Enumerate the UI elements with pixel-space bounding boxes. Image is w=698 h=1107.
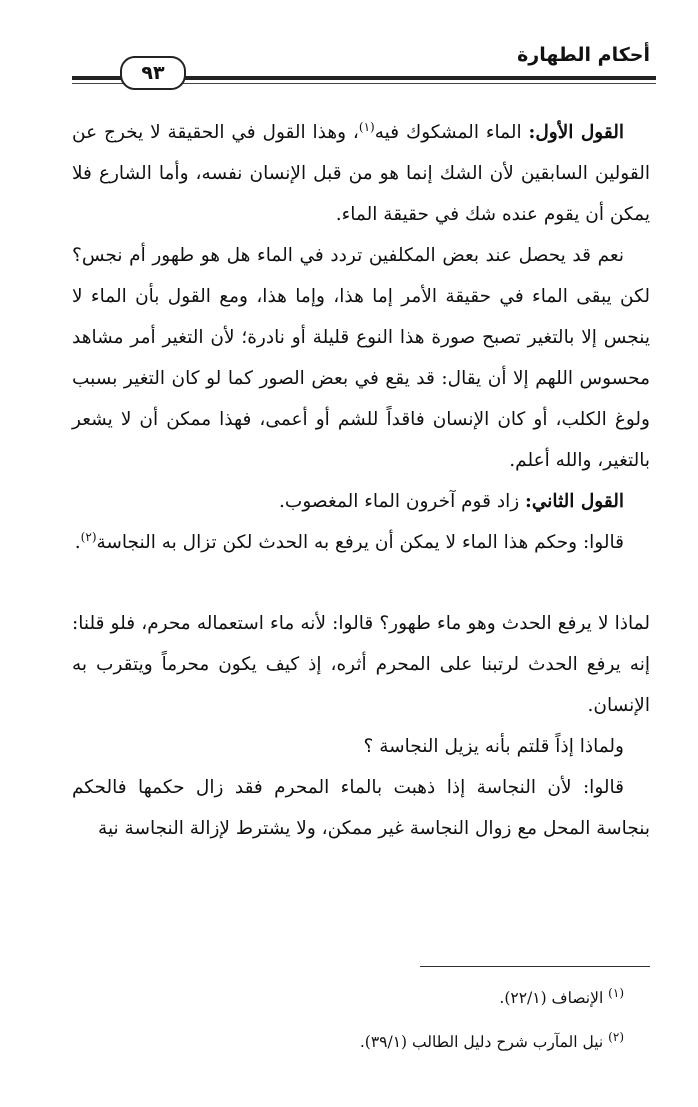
paragraph-gap	[72, 563, 650, 603]
body-text	[72, 112, 650, 849]
paragraph-4-end: .	[74, 532, 81, 553]
book-title: أحكام الطهارة	[517, 44, 650, 66]
paragraph-2: نعم قد يحصل عند بعض المكلفين تردد في الماء هل هو طهور أم نجس؟ لكن يبقى الماء في حقيقة الأمر إما هذا، وإما هذا، ومع القول بأن الماء لا ينجس إلا بالتغير تصبح صورة هذا النوع قليلة أو نادرة؛ لأن التغير أمر مشاهد محسوس اللهم إلا أن يقال: قد يقع في بعض الصور كما لو كان التغير بسبب ولوغ الكلب، أو كان الإنسان فاقداً للشم أو أعمى، فهذا ممكن أن لا يشعر بالتغير، والله أعلم.	[72, 245, 650, 471]
footnote-2-marker: (٢)	[608, 1029, 624, 1044]
paragraph-3	[72, 481, 650, 522]
footnote-2-text: نيل المآرب شرح دليل الطالب (٣٩/١).	[359, 1033, 609, 1051]
paragraph-4-text: قالوا: وحكم هذا الماء لا يمكن أن يرفع به الحدث لكن تزال به النجاسة	[96, 532, 624, 553]
footnote-1	[72, 976, 650, 1020]
footnote-1-marker: (١)	[608, 985, 624, 1000]
paragraph-1	[72, 112, 650, 235]
footnote-ref-1: (١)	[358, 119, 375, 134]
footnote-1-text: الإنصاف (٢٢/١).	[499, 989, 609, 1007]
paragraph-6: ولماذا إذاً قلتم بأنه يزيل النجاسة ؟	[363, 736, 624, 757]
footnote-separator	[420, 966, 650, 967]
footnotes	[72, 976, 650, 1064]
paragraph-1-rest: ، وهذا القول في الحقيقة لا يخرج عن القولين السابقين لأن الشك إنما هو من قبل الإنسان نفسه، وأما الشارع فلا يمكن أن يقوم عنده شك في حقيقة الماء.	[72, 122, 650, 225]
first-opinion-label: القول الأول:	[528, 122, 624, 143]
paragraph-1-text: الماء المشكوك فيه	[374, 122, 529, 143]
paragraph-5: لماذا لا يرفع الحدث وهو ماء طهور؟ قالوا: لأنه ماء استعماله محرم، فلو قلنا: إنه يرفع الحدث لرتبنا على المحرم أثره، إذ كيف يكون محرماً ويتقرب به الإنسان.	[72, 613, 650, 716]
second-opinion-label: القول الثاني:	[525, 491, 624, 512]
page-number: ٩٣	[120, 56, 186, 90]
paragraph-4	[72, 522, 650, 563]
paragraph-3-text: زاد قوم آخرون الماء المغصوب.	[279, 491, 526, 512]
paragraph-7: قالوا: لأن النجاسة إذا ذهبت بالماء المحرم فقد زال حكمها فالحكم بنجاسة المحل مع زوال النجاسة غير ممكن، ولا يشترط لإزالة النجاسة نية	[72, 777, 650, 839]
footnote-ref-2: (٢)	[80, 529, 97, 544]
footnote-2	[72, 1020, 650, 1064]
